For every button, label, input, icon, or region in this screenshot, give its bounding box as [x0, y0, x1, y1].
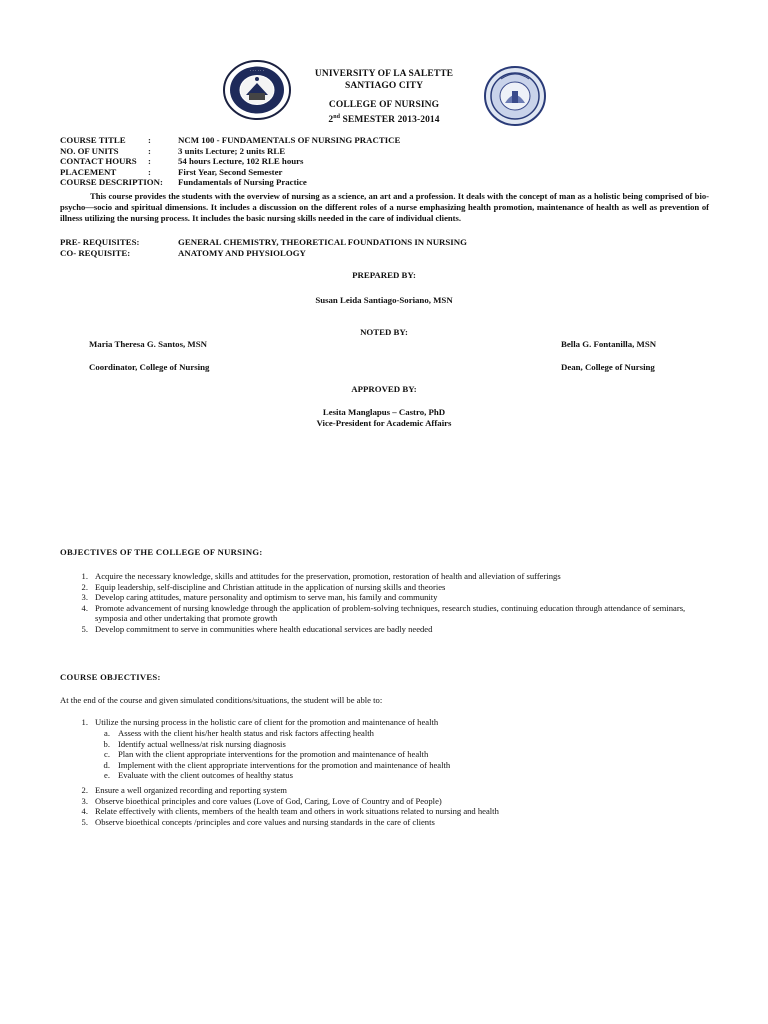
item-letter: b.	[103, 738, 110, 749]
item-text: Develop caring attitudes, mature personality and optimism to serve man, his family and community	[95, 592, 438, 603]
list-item	[60, 571, 710, 582]
info-label: COURSE TITLE	[60, 135, 126, 145]
item-number: 5.	[81, 623, 88, 634]
svg-text:· · · · · ·: · · · · · ·	[250, 68, 264, 73]
item-text: Utilize the nursing process in the holistic care of client for the promotion and maintenance of health	[95, 717, 439, 727]
prerequisites-label: PRE- REQUISITES:	[60, 237, 140, 247]
course-objectives-intro: At the end of the course and given simulated conditions/situations, the student will be able to:	[60, 695, 383, 705]
info-colon: :	[148, 156, 151, 166]
info-label: NO. OF UNITS	[60, 145, 119, 156]
info-label: PLACEMENT	[60, 166, 117, 177]
list-item	[60, 582, 710, 593]
info-value: First Year, Second Semester	[178, 166, 283, 177]
corequisite-row	[60, 248, 710, 258]
item-text: Acquire the necessary knowledge, skills and attitudes for the preservation, promotion, restoration of health and alleviation of sufferings	[95, 571, 561, 581]
corequisite-label: CO- REQUISITE:	[60, 248, 131, 258]
course-description-text: This course provides the students with the overview of nursing as a science, an art and a profession. It deals with the concept of man as a holistic being comprised of bio-psycho—socio and spiritual dimensions. It includes a discussion on the different roles of a nurse emphasizing health promotion, maintenance of health as well as prevention of illness utilizing the nursing process. It includes the basic nursing skills needed in the care of individual clients.	[60, 191, 709, 223]
college-objectives-title: OBJECTIVES OF THE COLLEGE OF NURSING:	[60, 547, 263, 557]
sublist-item	[60, 728, 660, 739]
course-info-row	[60, 156, 710, 167]
info-value: 54 hours Lecture, 102 RLE hours	[178, 156, 304, 166]
item-text: Develop commitment to serve in communities where health educational services are badly needed	[95, 623, 433, 634]
item-text: Observe bioethical concepts /principles and core values and nursing standards in the care of clients	[95, 816, 435, 827]
list-item	[60, 806, 710, 817]
info-colon: :	[148, 145, 151, 156]
list-item	[60, 796, 710, 807]
university-city: SANTIAGO CITY	[344, 81, 424, 91]
noted-by-heading: NOTED BY:	[360, 327, 408, 337]
info-label: CONTACT HOURS	[60, 156, 137, 166]
course-objectives-list-rest	[60, 785, 710, 827]
item-number: 4.	[81, 806, 88, 817]
item-number: 3.	[81, 795, 88, 806]
item-text: Plan with the client appropriate interventions for the promotion and maintenance of health	[118, 749, 429, 760]
item-letter: a.	[104, 728, 110, 738]
coordinator-name: Maria Theresa G. Santos, MSN	[89, 339, 207, 349]
dean-title: Dean, College of Nursing	[561, 362, 655, 372]
semester-text: SEMESTER 2013-2014	[340, 115, 440, 126]
course-objectives-sublist	[60, 728, 660, 781]
item-number: 1.	[81, 717, 88, 727]
college-header	[284, 99, 484, 126]
coordinator-title: Coordinator, College of Nursing	[89, 362, 210, 372]
course-description-value: Fundamentals of Nursing Practice	[178, 177, 307, 187]
approver-title: Vice-President for Academic Affairs	[316, 418, 452, 428]
sublist-item	[60, 770, 660, 781]
sublist-item	[60, 760, 660, 771]
item-number: 5.	[81, 816, 88, 827]
college-seal-icon	[483, 65, 547, 127]
list-item	[60, 624, 710, 635]
list-item	[60, 785, 710, 796]
list-item	[60, 817, 710, 828]
item-text: Identify actual wellness/at risk nursing diagnosis	[118, 738, 286, 749]
preparer-name: Susan Leida Santiago-Soriano, MSN	[315, 295, 453, 305]
item-letter: d.	[103, 759, 110, 770]
semester-ordinal: nd	[333, 114, 341, 120]
course-description-label: COURSE DESCRIPTION:	[60, 177, 163, 187]
course-description-paragraph	[60, 191, 709, 224]
course-info-row	[60, 167, 710, 178]
semester-number: 2	[328, 115, 334, 126]
item-number: 4.	[81, 602, 88, 613]
item-letter: c.	[104, 749, 110, 760]
info-colon: :	[148, 166, 151, 177]
list-item	[60, 592, 710, 603]
item-text: Evaluate with the client outcomes of healthy status	[118, 770, 293, 781]
prepared-by-heading: PREPARED BY:	[352, 270, 416, 280]
item-letter: e.	[104, 770, 110, 781]
item-number: 1.	[81, 571, 88, 581]
sublist-item	[60, 749, 660, 760]
item-number: 3.	[81, 592, 88, 603]
list-item	[60, 717, 710, 728]
item-text: Relate effectively with clients, members of the health team and others in work situations related to nursing and health	[95, 806, 499, 817]
list-item	[60, 603, 710, 624]
corequisite-value: ANATOMY AND PHYSIOLOGY	[178, 248, 306, 258]
course-info-row	[60, 146, 710, 157]
item-text: Equip leadership, self-discipline and Christian attitude in the application of nursing skills and theories	[95, 581, 446, 592]
course-description-row	[60, 177, 710, 188]
item-number: 2.	[81, 785, 88, 795]
item-text: Promote advancement of nursing knowledge through the application of problem-solving techniques, research studies, continuing education through attendance of seminars, symposia and other undertaking that promote growth	[95, 602, 686, 624]
sublist-item	[60, 739, 660, 750]
university-name: UNIVERSITY OF LA SALETTE	[314, 69, 454, 79]
approved-by-heading: APPROVED BY:	[351, 384, 417, 394]
info-colon: :	[148, 135, 151, 145]
item-text: Implement with the client appropriate interventions for the promotion and maintenance of health	[118, 759, 451, 770]
course-objectives-title: COURSE OBJECTIVES:	[60, 672, 161, 682]
prerequisites-value: GENERAL CHEMISTRY, THEORETICAL FOUNDATIONS IN NURSING	[178, 237, 467, 247]
university-seal-icon	[222, 59, 292, 121]
course-info-row	[60, 135, 710, 146]
course-objectives-list	[60, 717, 710, 728]
college-name: COLLEGE OF NURSING	[328, 100, 440, 110]
item-text: Observe bioethical principles and core values (Love of God, Caring, Love of Country and of People)	[95, 795, 442, 806]
college-objectives-list	[60, 571, 710, 635]
course-info	[60, 135, 710, 188]
university-header	[284, 68, 484, 92]
prerequisites-row	[60, 237, 710, 247]
semester-line	[284, 111, 484, 126]
info-value: 3 units Lecture; 2 units RLE	[178, 145, 286, 156]
item-text: Assess with the client his/her health status and risk factors affecting health	[118, 728, 374, 738]
dean-name: Bella G. Fontanilla, MSN	[561, 339, 657, 349]
item-text: Ensure a well organized recording and reporting system	[95, 785, 287, 795]
info-value: NCM 100 - FUNDAMENTALS OF NURSING PRACTICE	[178, 135, 401, 145]
approver-name: Lesita Manglapus – Castro, PhD	[322, 407, 446, 417]
item-number: 2.	[81, 581, 88, 592]
